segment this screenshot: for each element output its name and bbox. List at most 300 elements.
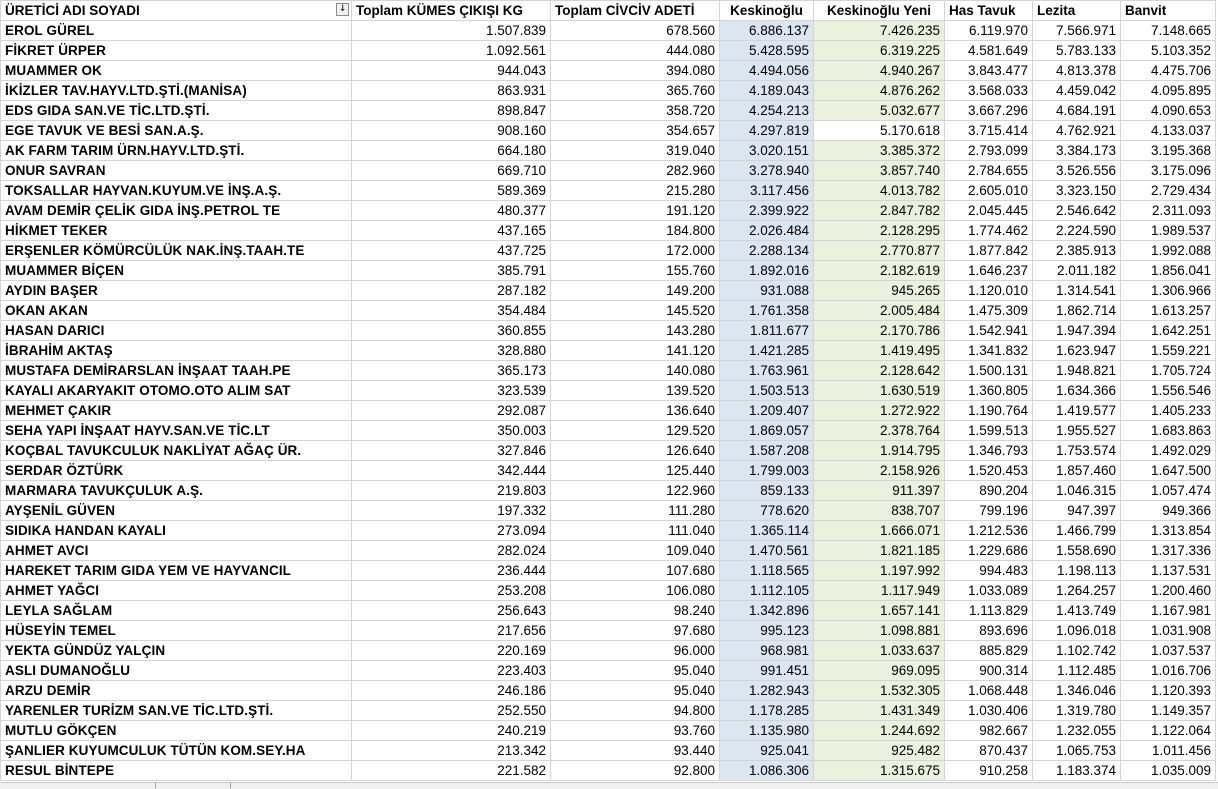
- cell-has-tavuk[interactable]: 799.196: [945, 501, 1033, 521]
- cell-banvit[interactable]: 5.103.352: [1121, 41, 1216, 61]
- cell-kumes[interactable]: 252.550: [352, 701, 551, 721]
- cell-has-tavuk[interactable]: 982.667: [945, 721, 1033, 741]
- cell-keskinoglu-yeni[interactable]: 1.630.519: [814, 381, 945, 401]
- cell-has-tavuk[interactable]: 1.113.829: [945, 601, 1033, 621]
- cell-lezita[interactable]: 1.232.055: [1033, 721, 1121, 741]
- cell-has-tavuk[interactable]: 900.314: [945, 661, 1033, 681]
- cell-keskinoglu-yeni[interactable]: 1.272.922: [814, 401, 945, 421]
- cell-keskinoglu-yeni[interactable]: 2.005.484: [814, 301, 945, 321]
- cell-has-tavuk[interactable]: 1.520.453: [945, 461, 1033, 481]
- cell-banvit[interactable]: 1.992.088: [1121, 241, 1216, 261]
- cell-keskinoglu[interactable]: 3.278.940: [720, 161, 814, 181]
- cell-keskinoglu-yeni[interactable]: 2.770.877: [814, 241, 945, 261]
- cell-keskinoglu[interactable]: 1.342.896: [720, 601, 814, 621]
- cell-lezita[interactable]: 2.224.590: [1033, 221, 1121, 241]
- cell-name[interactable]: SERDAR ÖZTÜRK: [1, 461, 352, 481]
- cell-has-tavuk[interactable]: 1.190.764: [945, 401, 1033, 421]
- cell-has-tavuk[interactable]: 1.068.448: [945, 681, 1033, 701]
- cell-keskinoglu-yeni[interactable]: 1.431.349: [814, 701, 945, 721]
- cell-keskinoglu[interactable]: 1.503.513: [720, 381, 814, 401]
- cell-kumes[interactable]: 292.087: [352, 401, 551, 421]
- cell-banvit[interactable]: 1.313.854: [1121, 521, 1216, 541]
- cell-kumes[interactable]: 589.369: [352, 181, 551, 201]
- cell-has-tavuk[interactable]: 3.568.033: [945, 81, 1033, 101]
- cell-name[interactable]: MEHMET ÇAKIR: [1, 401, 352, 421]
- cell-banvit[interactable]: 1.037.537: [1121, 641, 1216, 661]
- cell-name[interactable]: HASAN DARICI: [1, 321, 352, 341]
- cell-name[interactable]: AHMET AVCI: [1, 541, 352, 561]
- cell-civciv[interactable]: 122.960: [551, 481, 720, 501]
- cell-lezita[interactable]: 1.857.460: [1033, 461, 1121, 481]
- cell-keskinoglu[interactable]: 1.209.407: [720, 401, 814, 421]
- cell-civciv[interactable]: 358.720: [551, 101, 720, 121]
- cell-kumes[interactable]: 664.180: [352, 141, 551, 161]
- cell-has-tavuk[interactable]: 1.774.462: [945, 221, 1033, 241]
- cell-has-tavuk[interactable]: 3.715.414: [945, 121, 1033, 141]
- cell-keskinoglu[interactable]: 3.117.456: [720, 181, 814, 201]
- cell-keskinoglu[interactable]: 1.763.961: [720, 361, 814, 381]
- cell-banvit[interactable]: 1.035.009: [1121, 761, 1216, 781]
- cell-banvit[interactable]: 1.306.966: [1121, 281, 1216, 301]
- cell-keskinoglu-yeni[interactable]: 2.128.642: [814, 361, 945, 381]
- cell-banvit[interactable]: 4.475.706: [1121, 61, 1216, 81]
- cell-banvit[interactable]: 1.031.908: [1121, 621, 1216, 641]
- cell-lezita[interactable]: 1.623.947: [1033, 341, 1121, 361]
- cell-civciv[interactable]: 140.080: [551, 361, 720, 381]
- cell-kumes[interactable]: 385.791: [352, 261, 551, 281]
- cell-keskinoglu[interactable]: 1.421.285: [720, 341, 814, 361]
- cell-has-tavuk[interactable]: 890.204: [945, 481, 1033, 501]
- cell-lezita[interactable]: 1.558.690: [1033, 541, 1121, 561]
- cell-name[interactable]: AHMET YAĞCI: [1, 581, 352, 601]
- cell-banvit[interactable]: 1.122.064: [1121, 721, 1216, 741]
- cell-keskinoglu[interactable]: 1.135.980: [720, 721, 814, 741]
- cell-kumes[interactable]: 256.643: [352, 601, 551, 621]
- cell-civciv[interactable]: 139.520: [551, 381, 720, 401]
- cell-kumes[interactable]: 354.484: [352, 301, 551, 321]
- cell-kumes[interactable]: 327.846: [352, 441, 551, 461]
- cell-keskinoglu-yeni[interactable]: 2.128.295: [814, 221, 945, 241]
- cell-lezita[interactable]: 4.762.921: [1033, 121, 1121, 141]
- cell-name[interactable]: AYŞENİL GÜVEN: [1, 501, 352, 521]
- cell-lezita[interactable]: 3.384.173: [1033, 141, 1121, 161]
- cell-banvit[interactable]: 1.167.981: [1121, 601, 1216, 621]
- cell-banvit[interactable]: 1.200.460: [1121, 581, 1216, 601]
- cell-kumes[interactable]: 219.803: [352, 481, 551, 501]
- cell-banvit[interactable]: 1.149.357: [1121, 701, 1216, 721]
- cell-keskinoglu-yeni[interactable]: 1.033.637: [814, 641, 945, 661]
- cell-keskinoglu-yeni[interactable]: 5.032.677: [814, 101, 945, 121]
- cell-lezita[interactable]: 1.198.113: [1033, 561, 1121, 581]
- cell-name[interactable]: HÜSEYİN TEMEL: [1, 621, 352, 641]
- cell-kumes[interactable]: 246.186: [352, 681, 551, 701]
- cell-kumes[interactable]: 1.092.561: [352, 41, 551, 61]
- cell-kumes[interactable]: 944.043: [352, 61, 551, 81]
- cell-has-tavuk[interactable]: 4.581.649: [945, 41, 1033, 61]
- cell-name[interactable]: HİKMET TEKER: [1, 221, 352, 241]
- cell-civciv[interactable]: 111.280: [551, 501, 720, 521]
- cell-has-tavuk[interactable]: 1.030.406: [945, 701, 1033, 721]
- cell-keskinoglu[interactable]: 1.892.016: [720, 261, 814, 281]
- cell-name[interactable]: SEHA YAPI İNŞAAT HAYV.SAN.VE TİC.LT: [1, 421, 352, 441]
- cell-name[interactable]: ONUR SAVRAN: [1, 161, 352, 181]
- cell-civciv[interactable]: 354.657: [551, 121, 720, 141]
- cell-banvit[interactable]: 2.729.434: [1121, 181, 1216, 201]
- cell-banvit[interactable]: 1.556.546: [1121, 381, 1216, 401]
- cell-has-tavuk[interactable]: 1.599.513: [945, 421, 1033, 441]
- cell-banvit[interactable]: 1.016.706: [1121, 661, 1216, 681]
- cell-keskinoglu[interactable]: 1.869.057: [720, 421, 814, 441]
- cell-name[interactable]: YARENLER TURİZM SAN.VE TİC.LTD.ŞTİ.: [1, 701, 352, 721]
- header-civciv[interactable]: Toplam CİVCİV ADETİ: [551, 1, 720, 21]
- cell-keskinoglu-yeni[interactable]: 1.419.495: [814, 341, 945, 361]
- cell-name[interactable]: LEYLA SAĞLAM: [1, 601, 352, 621]
- cell-civciv[interactable]: 136.640: [551, 401, 720, 421]
- cell-banvit[interactable]: 3.175.096: [1121, 161, 1216, 181]
- cell-keskinoglu-yeni[interactable]: 2.182.619: [814, 261, 945, 281]
- cell-banvit[interactable]: 4.090.653: [1121, 101, 1216, 121]
- header-lezita[interactable]: Lezita: [1033, 1, 1121, 21]
- cell-has-tavuk[interactable]: 1.877.842: [945, 241, 1033, 261]
- sheet-tab-area[interactable]: [0, 783, 156, 788]
- cell-name[interactable]: MARMARA TAVUKÇULUK A.Ş.: [1, 481, 352, 501]
- cell-banvit[interactable]: 1.559.221: [1121, 341, 1216, 361]
- cell-lezita[interactable]: 1.947.394: [1033, 321, 1121, 341]
- cell-kumes[interactable]: 342.444: [352, 461, 551, 481]
- cell-keskinoglu-yeni[interactable]: 3.857.740: [814, 161, 945, 181]
- cell-keskinoglu-yeni[interactable]: 4.876.262: [814, 81, 945, 101]
- cell-civciv[interactable]: 215.280: [551, 181, 720, 201]
- cell-civciv[interactable]: 93.760: [551, 721, 720, 741]
- cell-lezita[interactable]: 1.314.541: [1033, 281, 1121, 301]
- cell-name[interactable]: MUTLU GÖKÇEN: [1, 721, 352, 741]
- cell-lezita[interactable]: 1.346.046: [1033, 681, 1121, 701]
- cell-lezita[interactable]: 1.046.315: [1033, 481, 1121, 501]
- cell-civciv[interactable]: 141.120: [551, 341, 720, 361]
- cell-civciv[interactable]: 111.040: [551, 521, 720, 541]
- cell-lezita[interactable]: 3.526.556: [1033, 161, 1121, 181]
- cell-keskinoglu-yeni[interactable]: 1.117.949: [814, 581, 945, 601]
- cell-banvit[interactable]: 4.095.895: [1121, 81, 1216, 101]
- cell-lezita[interactable]: 1.102.742: [1033, 641, 1121, 661]
- cell-kumes[interactable]: 360.855: [352, 321, 551, 341]
- cell-keskinoglu-yeni[interactable]: 969.095: [814, 661, 945, 681]
- cell-lezita[interactable]: 1.466.799: [1033, 521, 1121, 541]
- cell-keskinoglu-yeni[interactable]: 2.378.764: [814, 421, 945, 441]
- cell-keskinoglu-yeni[interactable]: 7.426.235: [814, 21, 945, 41]
- cell-lezita[interactable]: 947.397: [1033, 501, 1121, 521]
- cell-lezita[interactable]: 3.323.150: [1033, 181, 1121, 201]
- cell-banvit[interactable]: 7.148.665: [1121, 21, 1216, 41]
- cell-has-tavuk[interactable]: 1.120.010: [945, 281, 1033, 301]
- cell-keskinoglu-yeni[interactable]: 1.244.692: [814, 721, 945, 741]
- cell-civciv[interactable]: 98.240: [551, 601, 720, 621]
- cell-civciv[interactable]: 96.000: [551, 641, 720, 661]
- cell-lezita[interactable]: 7.566.971: [1033, 21, 1121, 41]
- cell-kumes[interactable]: 282.024: [352, 541, 551, 561]
- cell-kumes[interactable]: 437.725: [352, 241, 551, 261]
- cell-lezita[interactable]: 1.183.374: [1033, 761, 1121, 781]
- cell-banvit[interactable]: 1.705.724: [1121, 361, 1216, 381]
- cell-civciv[interactable]: 93.440: [551, 741, 720, 761]
- cell-keskinoglu-yeni[interactable]: 2.170.786: [814, 321, 945, 341]
- cell-name[interactable]: FİKRET ÜRPER: [1, 41, 352, 61]
- cell-kumes[interactable]: 437.165: [352, 221, 551, 241]
- cell-keskinoglu[interactable]: 1.799.003: [720, 461, 814, 481]
- cell-lezita[interactable]: 1.862.714: [1033, 301, 1121, 321]
- cell-has-tavuk[interactable]: 2.045.445: [945, 201, 1033, 221]
- cell-keskinoglu-yeni[interactable]: 4.940.267: [814, 61, 945, 81]
- cell-banvit[interactable]: 1.683.863: [1121, 421, 1216, 441]
- cell-kumes[interactable]: 908.160: [352, 121, 551, 141]
- cell-keskinoglu[interactable]: 925.041: [720, 741, 814, 761]
- cell-lezita[interactable]: 1.112.485: [1033, 661, 1121, 681]
- cell-has-tavuk[interactable]: 1.212.536: [945, 521, 1033, 541]
- cell-banvit[interactable]: 1.613.257: [1121, 301, 1216, 321]
- cell-civciv[interactable]: 143.280: [551, 321, 720, 341]
- cell-lezita[interactable]: 1.955.527: [1033, 421, 1121, 441]
- cell-lezita[interactable]: 4.684.191: [1033, 101, 1121, 121]
- cell-has-tavuk[interactable]: 885.829: [945, 641, 1033, 661]
- cell-name[interactable]: İKİZLER TAV.HAYV.LTD.ŞTİ.(MANİSA): [1, 81, 352, 101]
- cell-name[interactable]: OKAN AKAN: [1, 301, 352, 321]
- cell-keskinoglu[interactable]: 4.297.819: [720, 121, 814, 141]
- header-kumes[interactable]: Toplam KÜMES ÇIKIŞI KG: [352, 1, 551, 21]
- cell-civciv[interactable]: 97.680: [551, 621, 720, 641]
- cell-name[interactable]: HAREKET TARIM GIDA YEM VE HAYVANCIL: [1, 561, 352, 581]
- cell-kumes[interactable]: 365.173: [352, 361, 551, 381]
- cell-keskinoglu[interactable]: 2.026.484: [720, 221, 814, 241]
- cell-name[interactable]: MUAMMER BİÇEN: [1, 261, 352, 281]
- cell-kumes[interactable]: 898.847: [352, 101, 551, 121]
- cell-civciv[interactable]: 149.200: [551, 281, 720, 301]
- cell-keskinoglu[interactable]: 2.399.922: [720, 201, 814, 221]
- cell-kumes[interactable]: 328.880: [352, 341, 551, 361]
- cell-banvit[interactable]: 1.647.500: [1121, 461, 1216, 481]
- cell-keskinoglu[interactable]: 1.811.677: [720, 321, 814, 341]
- cell-kumes[interactable]: 236.444: [352, 561, 551, 581]
- cell-civciv[interactable]: 678.560: [551, 21, 720, 41]
- cell-has-tavuk[interactable]: 1.646.237: [945, 261, 1033, 281]
- cell-has-tavuk[interactable]: 3.667.296: [945, 101, 1033, 121]
- cell-lezita[interactable]: 1.753.574: [1033, 441, 1121, 461]
- cell-keskinoglu[interactable]: 1.118.565: [720, 561, 814, 581]
- cell-keskinoglu-yeni[interactable]: 1.821.185: [814, 541, 945, 561]
- cell-civciv[interactable]: 107.680: [551, 561, 720, 581]
- cell-banvit[interactable]: 1.642.251: [1121, 321, 1216, 341]
- cell-has-tavuk[interactable]: 1.500.131: [945, 361, 1033, 381]
- cell-has-tavuk[interactable]: 1.346.793: [945, 441, 1033, 461]
- cell-keskinoglu-yeni[interactable]: 945.265: [814, 281, 945, 301]
- cell-civciv[interactable]: 126.640: [551, 441, 720, 461]
- cell-keskinoglu[interactable]: 3.020.151: [720, 141, 814, 161]
- cell-banvit[interactable]: 949.366: [1121, 501, 1216, 521]
- sheet-tab-area[interactable]: [155, 783, 231, 788]
- cell-keskinoglu[interactable]: 2.288.134: [720, 241, 814, 261]
- cell-lezita[interactable]: 1.948.821: [1033, 361, 1121, 381]
- cell-lezita[interactable]: 1.264.257: [1033, 581, 1121, 601]
- cell-has-tavuk[interactable]: 1.542.941: [945, 321, 1033, 341]
- cell-kumes[interactable]: 223.403: [352, 661, 551, 681]
- header-keskinoglu-yeni[interactable]: Keskinoğlu Yeni: [814, 1, 945, 21]
- cell-kumes[interactable]: 1.507.839: [352, 21, 551, 41]
- cell-keskinoglu-yeni[interactable]: 1.914.795: [814, 441, 945, 461]
- cell-name[interactable]: ERŞENLER KÖMÜRCÜLÜK NAK.İNŞ.TAAH.TE: [1, 241, 352, 261]
- cell-kumes[interactable]: 480.377: [352, 201, 551, 221]
- cell-kumes[interactable]: 323.539: [352, 381, 551, 401]
- cell-civciv[interactable]: 106.080: [551, 581, 720, 601]
- cell-has-tavuk[interactable]: 893.696: [945, 621, 1033, 641]
- cell-civciv[interactable]: 95.040: [551, 681, 720, 701]
- cell-civciv[interactable]: 444.080: [551, 41, 720, 61]
- cell-keskinoglu-yeni[interactable]: 2.847.782: [814, 201, 945, 221]
- cell-keskinoglu[interactable]: 1.112.105: [720, 581, 814, 601]
- cell-keskinoglu[interactable]: 5.428.595: [720, 41, 814, 61]
- cell-keskinoglu[interactable]: 995.123: [720, 621, 814, 641]
- cell-has-tavuk[interactable]: 870.437: [945, 741, 1033, 761]
- cell-keskinoglu-yeni[interactable]: 3.385.372: [814, 141, 945, 161]
- cell-keskinoglu-yeni[interactable]: 1.197.992: [814, 561, 945, 581]
- cell-banvit[interactable]: 1.120.393: [1121, 681, 1216, 701]
- cell-civciv[interactable]: 145.520: [551, 301, 720, 321]
- cell-name[interactable]: KOÇBAL TAVUKCULUK NAKLİYAT AĞAÇ ÜR.: [1, 441, 352, 461]
- cell-name[interactable]: MUAMMER OK: [1, 61, 352, 81]
- cell-lezita[interactable]: 4.813.378: [1033, 61, 1121, 81]
- cell-keskinoglu-yeni[interactable]: 838.707: [814, 501, 945, 521]
- cell-keskinoglu[interactable]: 778.620: [720, 501, 814, 521]
- cell-banvit[interactable]: 1.317.336: [1121, 541, 1216, 561]
- cell-name[interactable]: AYDIN BAŞER: [1, 281, 352, 301]
- cell-keskinoglu-yeni[interactable]: 1.315.675: [814, 761, 945, 781]
- cell-keskinoglu-yeni[interactable]: 1.666.071: [814, 521, 945, 541]
- cell-civciv[interactable]: 125.440: [551, 461, 720, 481]
- cell-name[interactable]: RESUL BİNTEPE: [1, 761, 352, 781]
- cell-banvit[interactable]: 1.856.041: [1121, 261, 1216, 281]
- header-producer-name[interactable]: [1, 1, 352, 21]
- cell-banvit[interactable]: 1.011.456: [1121, 741, 1216, 761]
- header-banvit[interactable]: Banvit: [1121, 1, 1216, 21]
- cell-has-tavuk[interactable]: 1.033.089: [945, 581, 1033, 601]
- cell-has-tavuk[interactable]: 994.483: [945, 561, 1033, 581]
- cell-lezita[interactable]: 1.419.577: [1033, 401, 1121, 421]
- header-keskinoglu[interactable]: Keskinoğlu: [720, 1, 814, 21]
- cell-lezita[interactable]: 4.459.042: [1033, 81, 1121, 101]
- cell-civciv[interactable]: 94.800: [551, 701, 720, 721]
- cell-kumes[interactable]: 863.931: [352, 81, 551, 101]
- cell-keskinoglu-yeni[interactable]: 925.482: [814, 741, 945, 761]
- cell-keskinoglu[interactable]: 6.886.137: [720, 21, 814, 41]
- cell-civciv[interactable]: 172.000: [551, 241, 720, 261]
- cell-keskinoglu-yeni[interactable]: 2.158.926: [814, 461, 945, 481]
- cell-name[interactable]: EGE TAVUK VE BESİ SAN.A.Ş.: [1, 121, 352, 141]
- cell-lezita[interactable]: 2.385.913: [1033, 241, 1121, 261]
- cell-lezita[interactable]: 5.783.133: [1033, 41, 1121, 61]
- cell-has-tavuk[interactable]: 2.784.655: [945, 161, 1033, 181]
- cell-keskinoglu[interactable]: 4.254.213: [720, 101, 814, 121]
- cell-keskinoglu[interactable]: 1.761.358: [720, 301, 814, 321]
- cell-name[interactable]: SIDIKA HANDAN KAYALI: [1, 521, 352, 541]
- cell-lezita[interactable]: 2.011.182: [1033, 261, 1121, 281]
- cell-banvit[interactable]: 1.492.029: [1121, 441, 1216, 461]
- cell-has-tavuk[interactable]: 6.119.970: [945, 21, 1033, 41]
- cell-keskinoglu[interactable]: 991.451: [720, 661, 814, 681]
- cell-name[interactable]: ARZU DEMİR: [1, 681, 352, 701]
- cell-civciv[interactable]: 92.800: [551, 761, 720, 781]
- cell-kumes[interactable]: 253.208: [352, 581, 551, 601]
- cell-has-tavuk[interactable]: 910.258: [945, 761, 1033, 781]
- cell-keskinoglu[interactable]: 968.981: [720, 641, 814, 661]
- cell-civciv[interactable]: 109.040: [551, 541, 720, 561]
- cell-has-tavuk[interactable]: 1.341.832: [945, 341, 1033, 361]
- cell-kumes[interactable]: 240.219: [352, 721, 551, 741]
- cell-keskinoglu-yeni[interactable]: 1.098.881: [814, 621, 945, 641]
- cell-has-tavuk[interactable]: 1.360.805: [945, 381, 1033, 401]
- cell-has-tavuk[interactable]: 1.475.309: [945, 301, 1033, 321]
- cell-name[interactable]: YEKTA GÜNDÜZ YALÇIN: [1, 641, 352, 661]
- cell-name[interactable]: AK FARM TARIM ÜRN.HAYV.LTD.ŞTİ.: [1, 141, 352, 161]
- cell-lezita[interactable]: 1.413.749: [1033, 601, 1121, 621]
- cell-name[interactable]: ASLI DUMANOĞLU: [1, 661, 352, 681]
- cell-name[interactable]: ŞANLIER KUYUMCULUK TÜTÜN KOM.SEY.HA: [1, 741, 352, 761]
- cell-civciv[interactable]: 191.120: [551, 201, 720, 221]
- cell-keskinoglu[interactable]: 4.494.056: [720, 61, 814, 81]
- cell-lezita[interactable]: 1.319.780: [1033, 701, 1121, 721]
- cell-kumes[interactable]: 221.582: [352, 761, 551, 781]
- cell-has-tavuk[interactable]: 3.843.477: [945, 61, 1033, 81]
- cell-kumes[interactable]: 287.182: [352, 281, 551, 301]
- cell-keskinoglu[interactable]: 1.282.943: [720, 681, 814, 701]
- cell-civciv[interactable]: 282.960: [551, 161, 720, 181]
- cell-keskinoglu[interactable]: 859.133: [720, 481, 814, 501]
- cell-kumes[interactable]: 220.169: [352, 641, 551, 661]
- cell-keskinoglu-yeni[interactable]: 6.319.225: [814, 41, 945, 61]
- cell-civciv[interactable]: 95.040: [551, 661, 720, 681]
- cell-civciv[interactable]: 184.800: [551, 221, 720, 241]
- cell-name[interactable]: TOKSALLAR HAYVAN.KUYUM.VE İNŞ.A.Ş.: [1, 181, 352, 201]
- cell-name[interactable]: MUSTAFA DEMİRARSLAN İNŞAAT TAAH.PE: [1, 361, 352, 381]
- cell-has-tavuk[interactable]: 1.229.686: [945, 541, 1033, 561]
- cell-kumes[interactable]: 273.094: [352, 521, 551, 541]
- cell-civciv[interactable]: 155.760: [551, 261, 720, 281]
- filter-dropdown-icon[interactable]: ↓: [336, 3, 349, 16]
- cell-lezita[interactable]: 1.065.753: [1033, 741, 1121, 761]
- cell-name[interactable]: EROL GÜREL: [1, 21, 352, 41]
- cell-keskinoglu-yeni[interactable]: 1.657.141: [814, 601, 945, 621]
- cell-keskinoglu[interactable]: 1.086.306: [720, 761, 814, 781]
- cell-has-tavuk[interactable]: 2.605.010: [945, 181, 1033, 201]
- cell-keskinoglu[interactable]: 1.470.561: [720, 541, 814, 561]
- cell-banvit[interactable]: 2.311.093: [1121, 201, 1216, 221]
- cell-kumes[interactable]: 217.656: [352, 621, 551, 641]
- cell-name[interactable]: AVAM DEMİR ÇELİK GIDA İNŞ.PETROL TE: [1, 201, 352, 221]
- cell-lezita[interactable]: 1.096.018: [1033, 621, 1121, 641]
- cell-lezita[interactable]: 2.546.642: [1033, 201, 1121, 221]
- cell-keskinoglu[interactable]: 1.587.208: [720, 441, 814, 461]
- cell-name[interactable]: EDS GIDA SAN.VE TİC.LTD.ŞTİ.: [1, 101, 352, 121]
- cell-civciv[interactable]: 365.760: [551, 81, 720, 101]
- cell-kumes[interactable]: 350.003: [352, 421, 551, 441]
- cell-kumes[interactable]: 213.342: [352, 741, 551, 761]
- cell-civciv[interactable]: 319.040: [551, 141, 720, 161]
- cell-keskinoglu[interactable]: 4.189.043: [720, 81, 814, 101]
- cell-keskinoglu-yeni[interactable]: 911.397: [814, 481, 945, 501]
- cell-keskinoglu[interactable]: 1.365.114: [720, 521, 814, 541]
- cell-banvit[interactable]: 1.137.531: [1121, 561, 1216, 581]
- cell-kumes[interactable]: 197.332: [352, 501, 551, 521]
- cell-civciv[interactable]: 394.080: [551, 61, 720, 81]
- cell-lezita[interactable]: 1.634.366: [1033, 381, 1121, 401]
- cell-keskinoglu-yeni[interactable]: 4.013.782: [814, 181, 945, 201]
